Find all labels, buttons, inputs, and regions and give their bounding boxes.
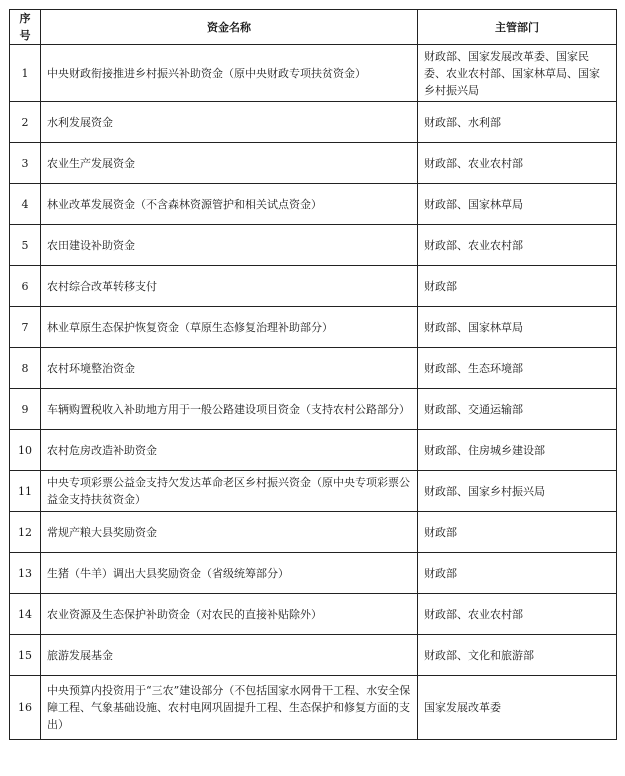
department: 财政部、国家林草局 [418,184,617,225]
department: 财政部、住房城乡建设部 [418,430,617,471]
department: 财政部、交通运输部 [418,389,617,430]
row-number: 11 [10,471,41,512]
table-row [10,143,617,184]
department: 财政部、农业农村部 [418,225,617,266]
fund-name: 林业改革发展资金（不含森林资源管护和相关试点资金） [41,184,418,225]
department: 财政部、农业农村部 [418,143,617,184]
department: 财政部 [418,266,617,307]
table-row [10,348,617,389]
header-no: 序号 [10,10,41,45]
fund-name: 中央预算内投资用于“三农”建设部分（不包括国家水网骨干工程、水安全保障工程、气象基础设施、农村电网巩固提升工程、生态保护和修复方面的支出） [41,676,418,740]
fund-name: 旅游发展基金 [41,635,418,676]
row-number: 1 [10,45,41,102]
table-header-row [10,10,617,45]
fund-name: 农村综合改革转移支付 [41,266,418,307]
department: 财政部、国家林草局 [418,307,617,348]
funds-table-container [9,9,616,740]
fund-name: 中央财政衔接推进乡村振兴补助资金（原中央财政专项扶贫资金） [41,45,418,102]
department: 财政部、水利部 [418,102,617,143]
department: 财政部、文化和旅游部 [418,635,617,676]
department: 国家发展改革委 [418,676,617,740]
table-row [10,594,617,635]
row-number: 4 [10,184,41,225]
header-fund-name: 资金名称 [41,10,418,45]
fund-name: 常规产粮大县奖励资金 [41,512,418,553]
row-number: 10 [10,430,41,471]
row-number: 8 [10,348,41,389]
table-row [10,45,617,102]
row-number: 3 [10,143,41,184]
fund-name: 农村危房改造补助资金 [41,430,418,471]
department: 财政部、生态环境部 [418,348,617,389]
table-row [10,102,617,143]
row-number: 14 [10,594,41,635]
fund-name: 农田建设补助资金 [41,225,418,266]
table-row [10,471,617,512]
header-department: 主管部门 [418,10,617,45]
fund-name: 农村环境整治资金 [41,348,418,389]
table-row [10,553,617,594]
fund-name: 车辆购置税收入补助地方用于一般公路建设项目资金（支持农村公路部分） [41,389,418,430]
fund-name: 水利发展资金 [41,102,418,143]
funds-table [9,9,617,740]
row-number: 12 [10,512,41,553]
department: 财政部、国家发展改革委、国家民委、农业农村部、国家林草局、国家乡村振兴局 [418,45,617,102]
table-row [10,676,617,740]
fund-name: 中央专项彩票公益金支持欠发达革命老区乡村振兴资金（原中央专项彩票公益金支持扶贫资金） [41,471,418,512]
fund-name: 林业草原生态保护恢复资金（草原生态修复治理补助部分） [41,307,418,348]
department: 财政部 [418,553,617,594]
table-row [10,430,617,471]
row-number: 9 [10,389,41,430]
table-row [10,184,617,225]
fund-name: 农业资源及生态保护补助资金（对农民的直接补贴除外） [41,594,418,635]
table-row [10,307,617,348]
row-number: 6 [10,266,41,307]
department: 财政部、农业农村部 [418,594,617,635]
table-row [10,225,617,266]
table-row [10,635,617,676]
row-number: 13 [10,553,41,594]
row-number: 16 [10,676,41,740]
fund-name: 生猪（牛羊）调出大县奖励资金（省级统筹部分） [41,553,418,594]
row-number: 5 [10,225,41,266]
department: 财政部、国家乡村振兴局 [418,471,617,512]
table-row [10,512,617,553]
table-row [10,266,617,307]
table-row [10,389,617,430]
row-number: 2 [10,102,41,143]
row-number: 15 [10,635,41,676]
fund-name: 农业生产发展资金 [41,143,418,184]
row-number: 7 [10,307,41,348]
department: 财政部 [418,512,617,553]
